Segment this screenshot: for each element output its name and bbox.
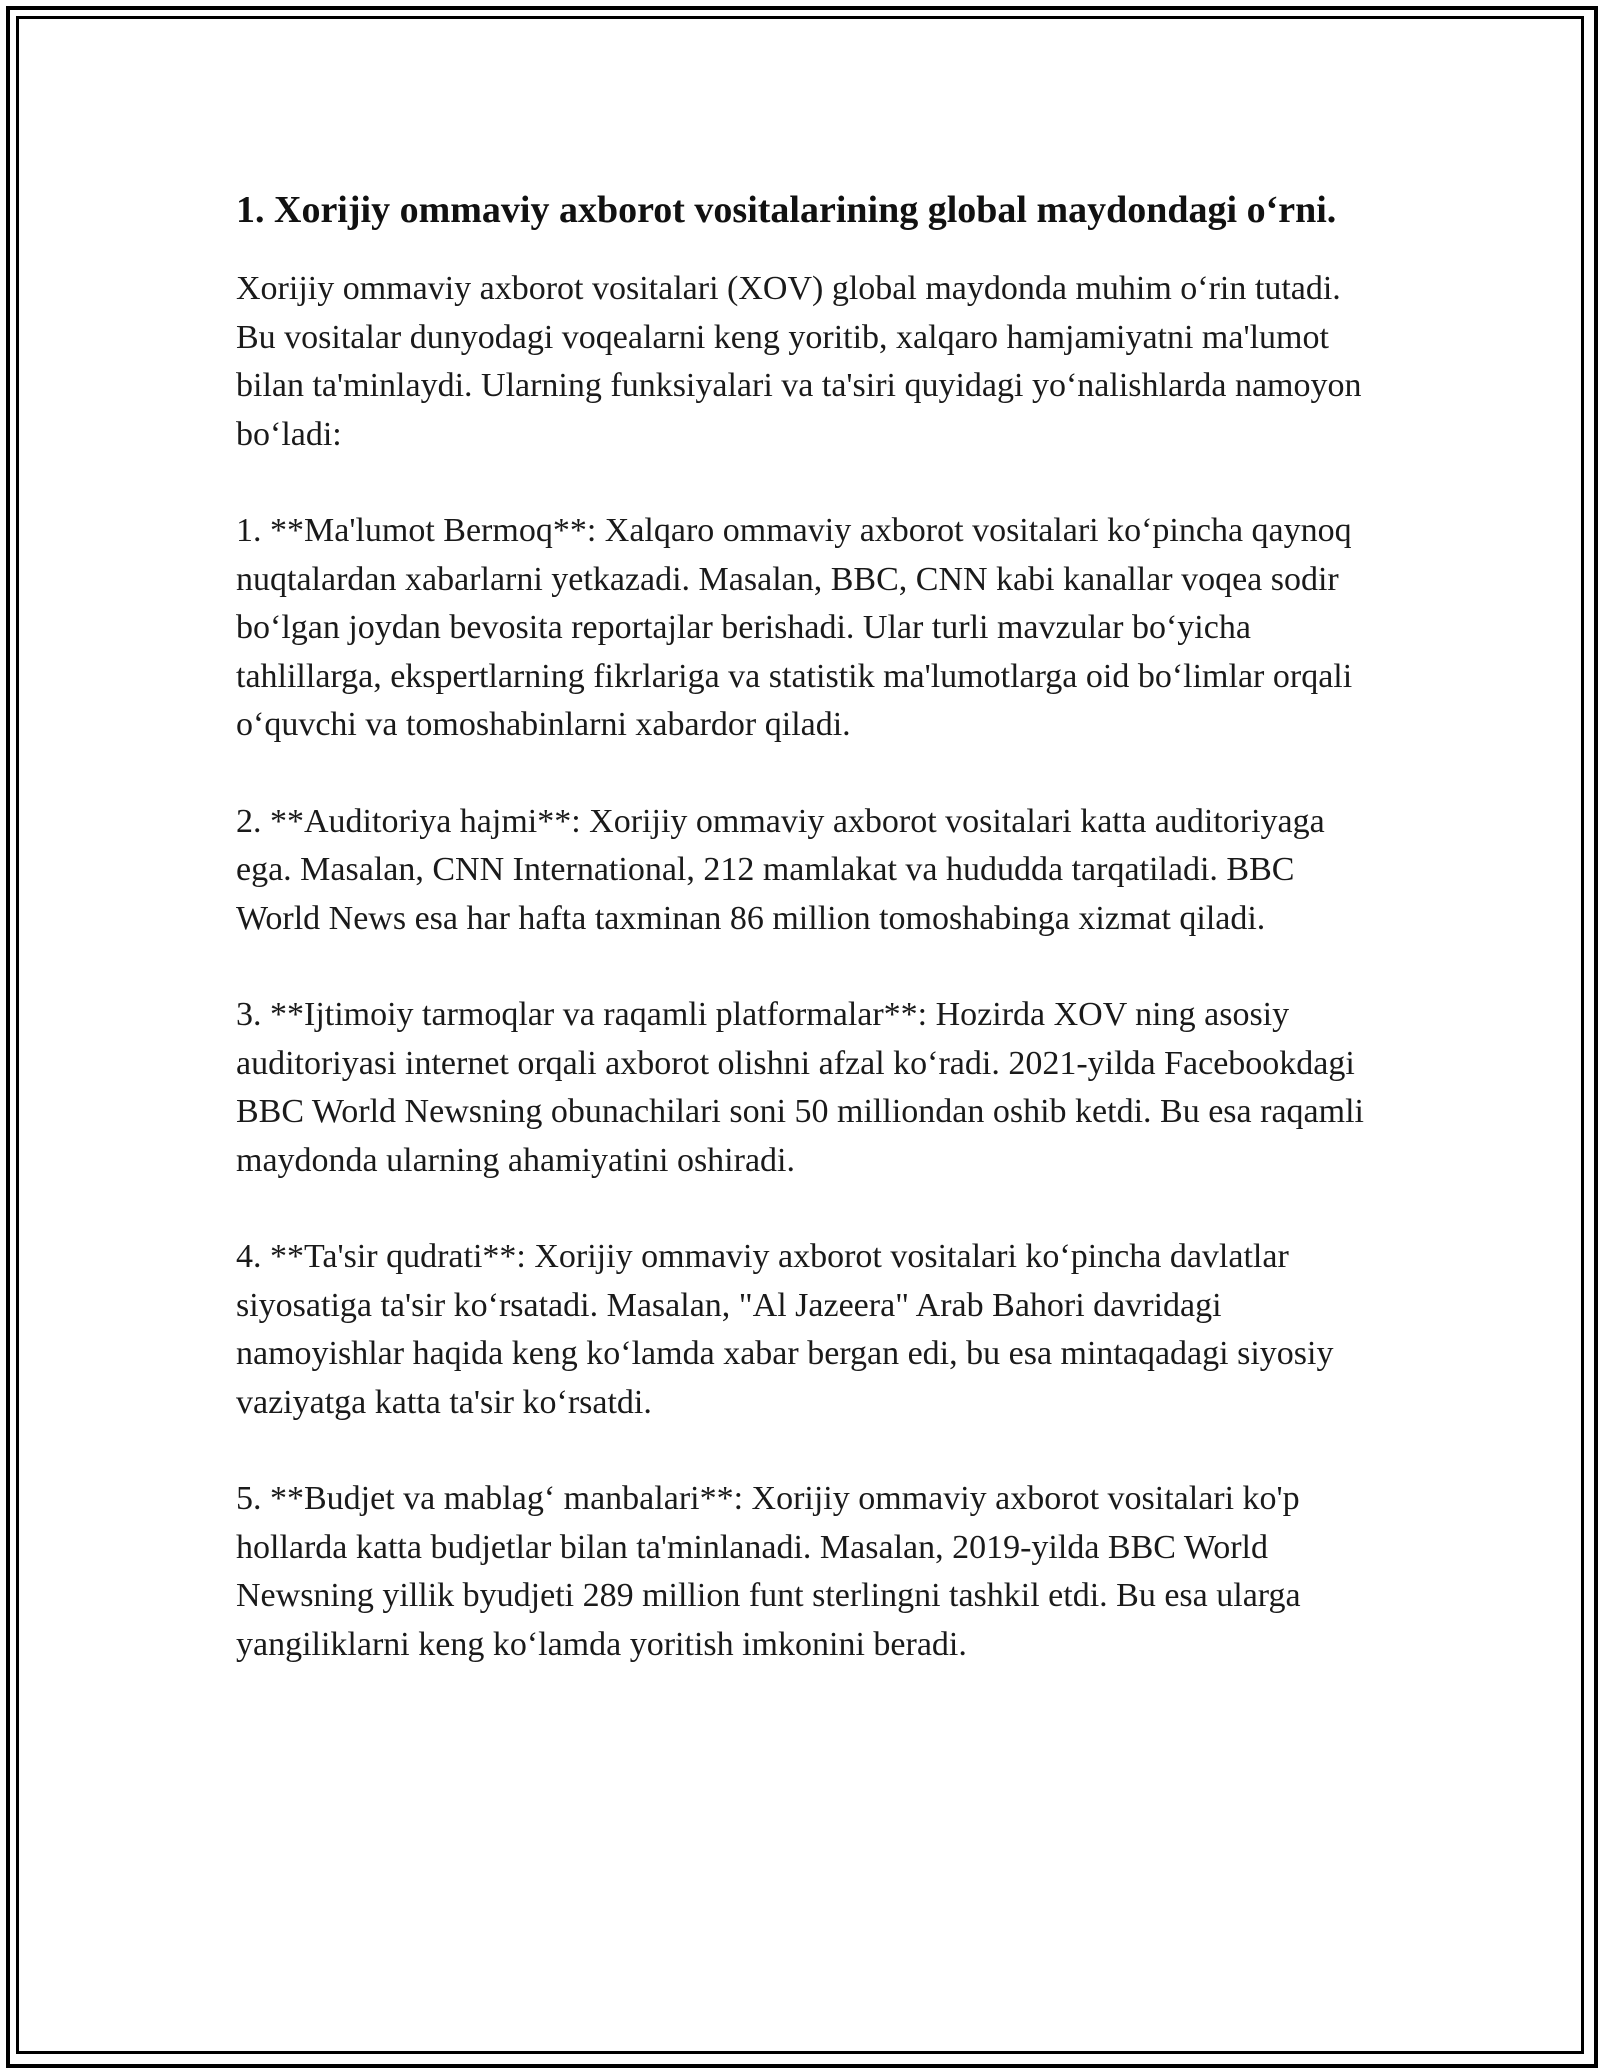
paragraph-audience: 2. **Auditoriya hajmi**: Xorijiy ommaviy axborot vositalari katta auditoriyaga ega. Masalan, CNN International, 212 mamlakat va hududda tarqatiladi. BBC World News esa har hafta taxminan 86 million tomoshabinga xizmat qiladi.: [236, 802, 1325, 937]
intro-paragraph: Xorijiy ommaviy axborot vositalari (XOV) global maydonda muhim o‘rin tutadi. Bu vositalar dunyodagi voqealarni keng yoritib, xalqaro hamjamiyatni ma'lumot bilan ta'minlaydi. Ularning funksiyalari va ta'siri quyidagi yo‘nalishlarda namoyon bo‘ladi:: [236, 270, 1362, 453]
paragraph-information: 1. **Ma'lumot Bermoq**: Xalqaro ommaviy axborot vositalari ko‘pincha qaynoq nuqtalardan xabarlarni yetkazadi. Masalan, BBC, CNN kabi kanallar voqea sodir bo‘lgan joydan bevosita reportajlar berishadi. Ular turli mavzular bo‘yicha tahlillarga, ekspertlarning fikrlariga va statistik ma'lumotlarga oid bo‘limlar orqali o‘quvchi va tomoshabinlarni xabardor qiladi.: [236, 512, 1353, 743]
paragraph-budget: 5. **Budjet va mablag‘ manbalari**: Xorijiy ommaviy axborot vositalari ko'p hollarda katta budjetlar bilan ta'minlanadi. Masalan, 2019-yilda BBC World Newsning yillik byudjeti 289 million funt sterlingni tashkil etdi. Bu esa ularga yangiliklarni keng ko‘lamda yoritish imkonini beradi.: [236, 1480, 1301, 1663]
document-title: 1. Xorijiy ommaviy axborot vositalarining global maydondagi o‘rni.: [236, 189, 1337, 231]
paragraph-social-networks: 3. **Ijtimoiy tarmoqlar va raqamli platformalar**: Hozirda XOV ning asosiy auditoriyasi internet orqali axborot olishni afzal ko‘radi. 2021-yilda Facebookdagi BBC World Newsning obunachilari soni 50 milliondan oshib ketdi. Bu esa raqamli maydonda ularning ahamiyatini oshiradi.: [236, 996, 1364, 1179]
paragraph-influence: 4. **Ta'sir qudrati**: Xorijiy ommaviy axborot vositalari ko‘pincha davlatlar siyosatiga ta'sir ko‘rsatadi. Masalan, "Al Jazeera" Arab Bahori davridagi namoyishlar haqida keng ko‘lamda xabar bergan edi, bu esa mintaqadagi siyosiy vaziyatga katta ta'sir ko‘rsatdi.: [236, 1238, 1334, 1421]
document-body: [236, 186, 1366, 1717]
